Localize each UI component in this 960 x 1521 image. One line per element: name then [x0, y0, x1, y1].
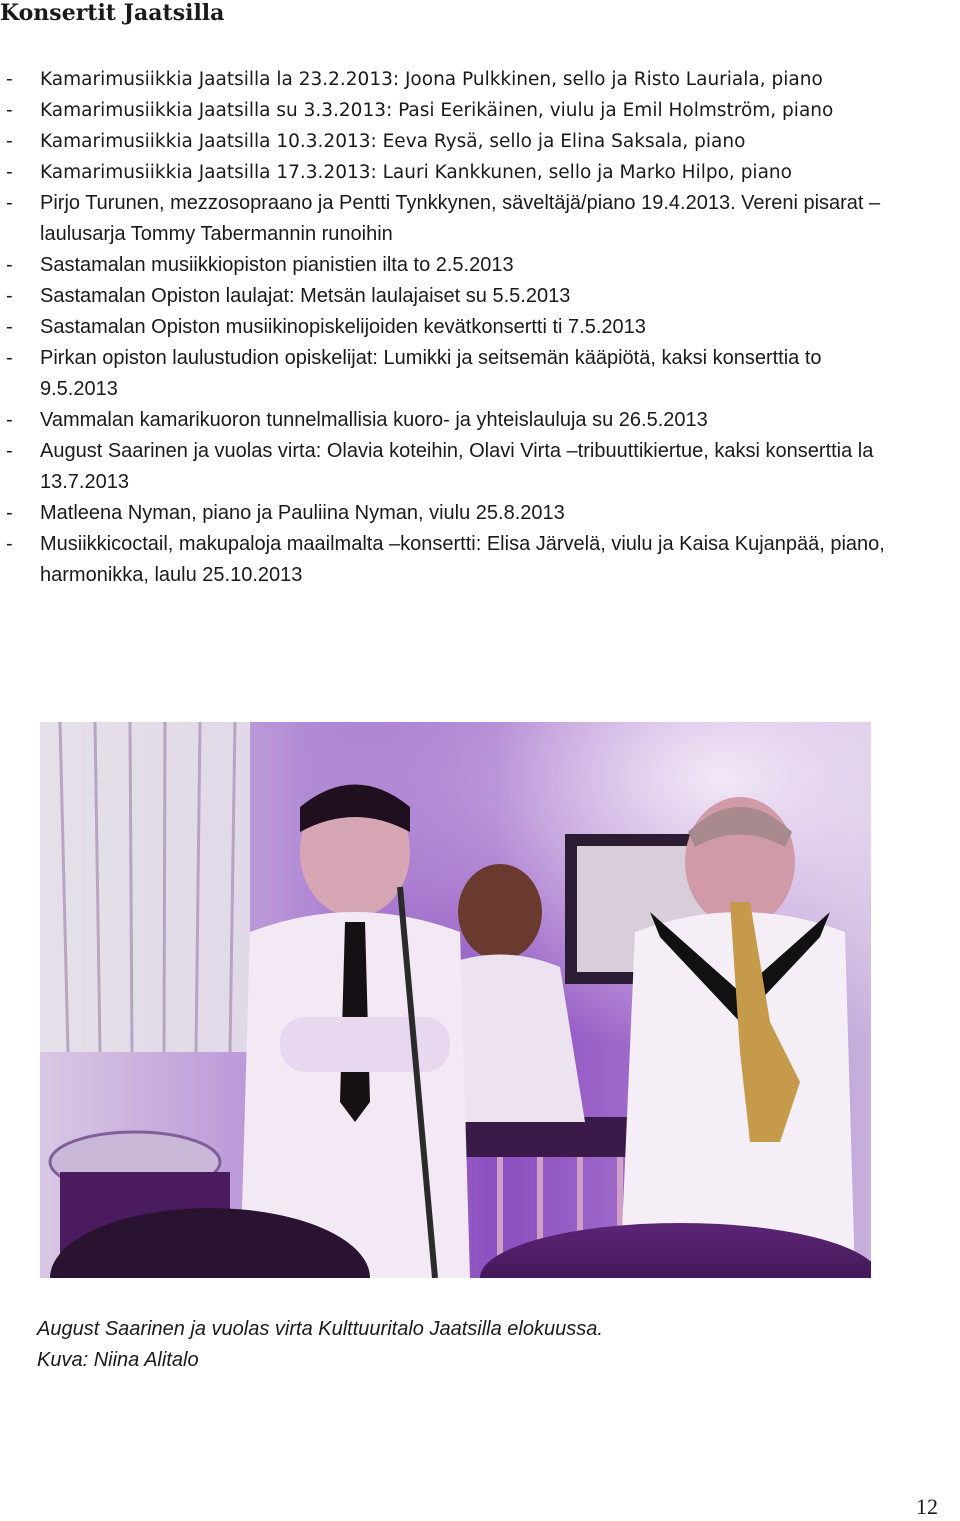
concert-list-item	[6, 436, 886, 498]
caption-line-1: August Saarinen ja vuolas virta Kulttuuritalo Jaatsilla elokuussa.	[37, 1318, 603, 1340]
concert-description: Sastamalan musiikkiopiston pianistien ilta to 2.5.2013	[40, 254, 514, 276]
page-number: 12	[916, 1494, 938, 1519]
photo-caption	[37, 1314, 603, 1376]
list-bullet: -	[6, 533, 13, 555]
concert-list-item	[6, 343, 886, 405]
concert-description: Kamarimusiikkia Jaatsilla la 23.2.2013: Joona Pulkkinen, sello ja Risto Lauriala, piano	[40, 69, 823, 90]
concert-list	[6, 64, 886, 591]
list-bullet: -	[6, 409, 13, 431]
concert-list-item	[6, 281, 886, 312]
concert-description: Kamarimusiikkia Jaatsilla 10.3.2013: Eeva Rysä, sello ja Elina Saksala, piano	[40, 131, 746, 152]
list-bullet: -	[6, 192, 13, 214]
list-bullet: -	[6, 162, 13, 183]
caption-line-2: Kuva: Niina Alitalo	[37, 1349, 199, 1371]
concert-list-item	[6, 126, 886, 157]
list-bullet: -	[6, 100, 13, 121]
concert-list-item	[6, 95, 886, 126]
concert-description: Kamarimusiikkia Jaatsilla su 3.3.2013: Pasi Eerikäinen, viulu ja Emil Holmström, piano	[40, 100, 834, 121]
concert-description: August Saarinen ja vuolas virta: Olavia koteihin, Olavi Virta –tribuuttikiertue, kaksi konserttia la 13.7.2013	[40, 440, 874, 493]
concert-list-item	[6, 529, 886, 591]
concert-description: Sastamalan Opiston musiikinopiskelijoiden kevätkonsertti ti 7.5.2013	[40, 316, 646, 338]
concert-list-item	[6, 312, 886, 343]
list-bullet: -	[6, 440, 13, 462]
page-title: Konsertit Jaatsilla	[0, 0, 225, 26]
concert-description: Vammalan kamarikuoron tunnelmallisia kuoro- ja yhteislauluja su 26.5.2013	[40, 409, 708, 431]
concert-photo	[40, 722, 871, 1278]
concert-list-item	[6, 250, 886, 281]
list-bullet: -	[6, 131, 13, 152]
concert-list-item	[6, 188, 886, 250]
concert-list-item	[6, 405, 886, 436]
concert-description: Pirkan opiston laulustudion opiskelijat: Lumikki ja seitsemän kääpiötä, kaksi konserttia to 9.5.2013	[40, 347, 822, 400]
concert-description: Musiikkicoctail, makupaloja maailmalta –konsertti: Elisa Järvelä, viulu ja Kaisa Kujanpää, piano, harmonikka, laulu 25.10.2013	[40, 533, 885, 586]
concert-description: Sastamalan Opiston laulajat: Metsän laulajaiset su 5.5.2013	[40, 285, 571, 307]
list-bullet: -	[6, 285, 13, 307]
list-bullet: -	[6, 69, 13, 90]
concert-description: Matleena Nyman, piano ja Pauliina Nyman, viulu 25.8.2013	[40, 502, 565, 524]
concert-description: Pirjo Turunen, mezzosopraano ja Pentti Tynkkynen, säveltäjä/piano 19.4.2013. Vereni pisarat –laulusarja Tommy Tabermannin runoihin	[40, 192, 881, 245]
concert-description: Kamarimusiikkia Jaatsilla 17.3.2013: Lauri Kankkunen, sello ja Marko Hilpo, piano	[40, 162, 792, 183]
list-bullet: -	[6, 316, 13, 338]
list-bullet: -	[6, 254, 13, 276]
list-bullet: -	[6, 347, 13, 369]
concert-list-item	[6, 498, 886, 529]
concert-list-item	[6, 157, 886, 188]
list-bullet: -	[6, 502, 13, 524]
concert-list-item	[6, 64, 886, 95]
